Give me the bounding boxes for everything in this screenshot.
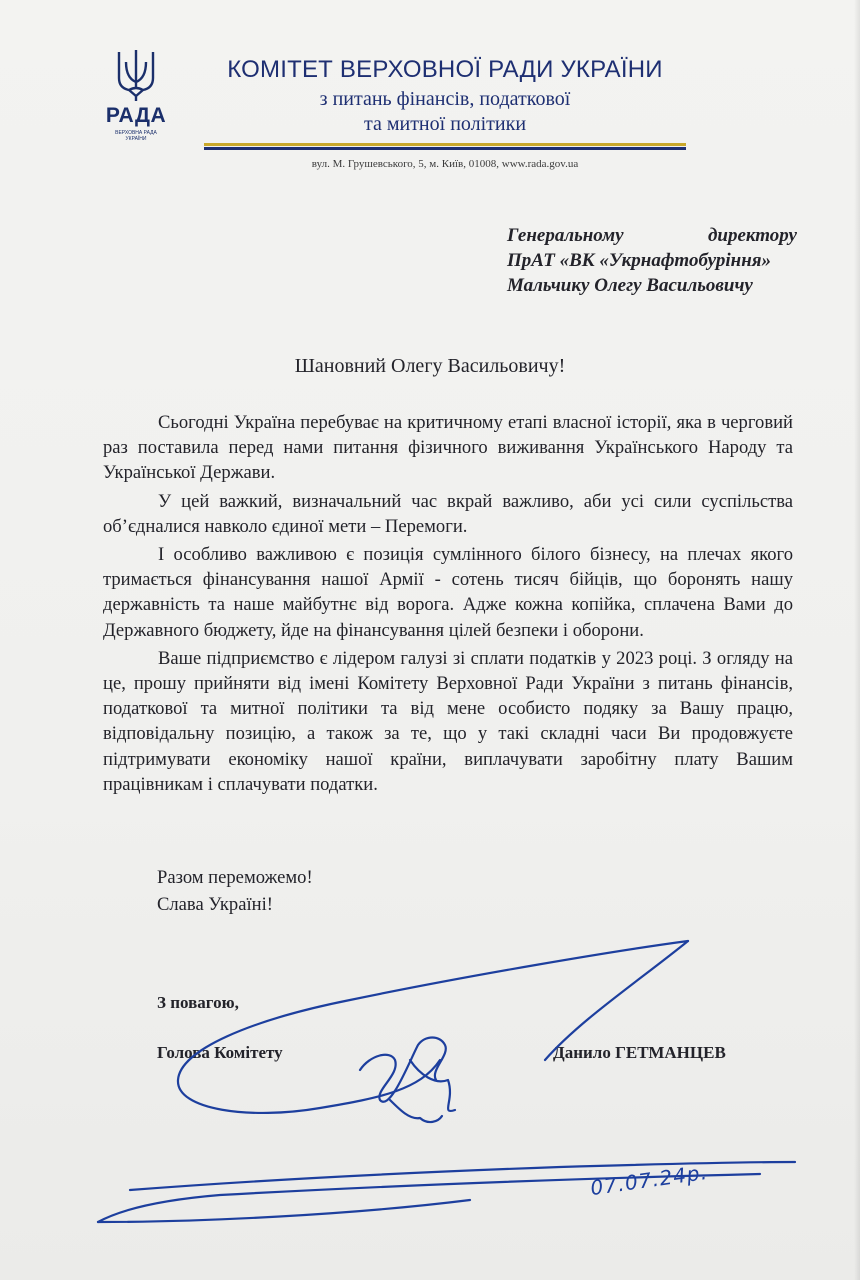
letter-body (103, 410, 793, 797)
body-paragraph: Сьогодні Україна перебуває на критичному етапі власної історії, яка в черговий раз поставила перед нами питання фізичного виживання Українського Народу та Української Держави. (103, 412, 793, 484)
closing (157, 864, 313, 918)
body-paragraph: Ваше підприємство є лідером галузі зі сплати податків у 2023 році. З огляду на це, прошу прийняти від імені Комітету Верховної Ради України з питань фінансів, податкової та митної політики та від мене особисто подяку за Вашу працю, відповідальну позицію, а також за те, що у такі складні часи Ви продовжуєте підтримувати економіку нашої країни, виплачувати заробітну плату Вашим працівникам і сплачувати податки. (103, 647, 793, 795)
emblem-sublabel: ВЕРХОВНА РАДА УКРАЇНИ (115, 130, 157, 142)
committee-address: вул. М. Грушевського, 5, м. Київ, 01008, www.rada.gov.ua (311, 158, 579, 170)
closing-line2: Слава Україні! (157, 894, 273, 915)
addressee-position-word1: Генеральному (507, 225, 624, 246)
salutation: Шановний Олегу Васильовичу! (294, 355, 566, 377)
body-paragraph: У цей важкий, визначальний час вкрай важливо, аби усі сили суспільства об’єдналися навколо єдиної мети – Перемоги. (103, 490, 793, 537)
committee-subtitle-line2: та митної політики (363, 113, 527, 135)
header-rule-gold (204, 143, 686, 146)
committee-subtitle-line1: з питань фінансів, податкової (319, 88, 571, 110)
addressee-position (507, 225, 797, 247)
signatory-name: Данило ГЕТМАНЦЕВ (553, 1043, 726, 1062)
trident-icon (114, 48, 158, 102)
header-rule-blue (204, 147, 686, 150)
handwritten-date: 07.07.24р. (588, 1159, 710, 1201)
signatory-title: Голова Комітету (157, 1043, 283, 1062)
addressee-position-word2: директору (707, 225, 797, 246)
signature-regards: З повагою, (157, 993, 239, 1012)
addressee-company: ПрАТ «ВК «Укрнафтобуріння» (507, 250, 772, 271)
body-paragraph: І особливо важливою є позиція сумлінного білого бізнесу, на плечах якого тримається фінансування нашої Армії - сотень тисяч бійців, що боронять нашу державність та наше майбутнє від ворога. Адже кожна копійка, сплачена Вами до Державного бюджету, йде на фінансування цілей безпеки і оборони. (103, 544, 793, 641)
addressee-name: Мальчику Олегу Васильовичу (507, 275, 753, 296)
emblem-label: РАДА (105, 104, 167, 127)
closing-line1: Разом переможемо! (157, 867, 313, 888)
committee-name: КОМІТЕТ ВЕРХОВНОЇ РАДИ УКРАЇНИ (227, 56, 663, 83)
